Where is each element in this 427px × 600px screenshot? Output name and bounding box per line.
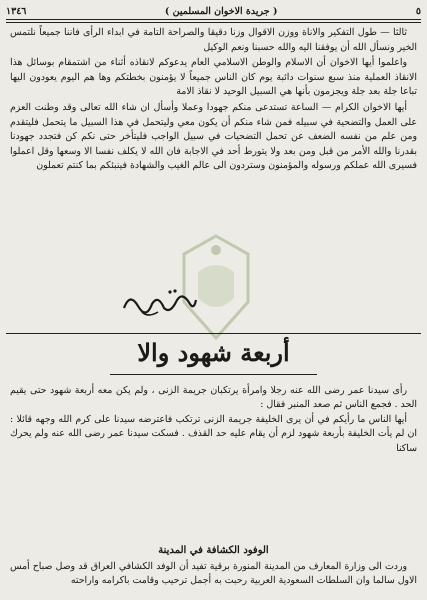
article-paragraph: ثالثا — طول التفكير والاناة ووزن الاقوال وزنا دقيقا والصراحة التامة في ابداء الرأى فاننا جميعاً نلتمس الخير ونسأل الله أن يوفقنا اليه والله حسبنا ونعم الوكيل [10, 27, 417, 53]
article-body [10, 384, 417, 456]
header-rule [6, 19, 421, 20]
section-divider [6, 333, 421, 334]
article-paragraph: رأى سيدنا عمر رضى الله عنه رجلا وامرأة يرتكبان جريمة الزنى ، ولم يكن معه أربعة شهود حتى يقيم الحد . فجمع الناس ثم صعد المنبر فقال : [10, 385, 417, 411]
article-title: أربعة شهود والا [110, 338, 317, 375]
header-page-number: ٥ [415, 5, 421, 17]
article-body [10, 26, 417, 175]
header-rule-thin [6, 22, 421, 23]
page-header [6, 4, 421, 18]
article-paragraph: أيها الاخوان الكرام — الساعة تستدعى منكم جهودا وعملا وأسأل ان شاء الله تعالى وقد وطنت العزم على العمل والتضحية في سبيله فمن شاء منكم أن يكون معي وليتحمل في هذا السبيل ما يتحمل فليتقدم ومن علم من نفسه الضعف عن تحمل التضحيات في سبيل الواجب فليتأخر حتى نكم كن فتجدد جهودنا بقدرنا والله الأمر من قبل ومن بعد ولا يتورط أحد في الاجابة فان الله لا يكلف نفسا الا وسعها وقل اعملوا فسيرى الله عملكم ورسوله والمؤمنون وستردون الى عالم الغيب والشهادة فينبئكم بما كنتم تعملون [10, 101, 417, 172]
handwritten-signature-icon [118, 282, 200, 322]
article-body [10, 560, 417, 588]
article-paragraph: وردت الى وزارة المعارف من المدينة المنورة برقية تفيد أن الوفد الكشافي العراق قد وصل صباح أمس الاول سالما وان السلطات السعودية العربية رحبت به أجمل ترحيب وقامت باكرامه واراحته [10, 561, 417, 586]
header-title: ( جريدة الاخوان المسلمين ) [164, 5, 278, 17]
header-year: ١٣٤٦ [6, 5, 27, 17]
article-paragraph: واعلموا أيها الاخوان أن الاسلام والوطن الاسلامي العام يدعوكم لانقاذه أثناء من اشتمقام بوسائل هذا الانقاذ العملية منذ سبع سنوات دائبة يوم كان الناس جميعاً لا يؤمنون بخطتكم وها هم اليوم يعودون اليها تباعا جلة بعد جلة ويجزمون بأنها هي السبيل الوحيد لا نقاذ الامة [10, 57, 417, 98]
author-signature [118, 282, 200, 322]
article-title: الوفود الكشافة في المدينة [158, 545, 269, 556]
article-paragraph: أيها الناس ما رأيكم في أن يرى الخليفة جريمة الزنى ترتكب فاعترضه سيدنا على كرم الله وجهه قائلا : ان لم يأت الخليفة بأربعة شهود لزم أن يقام عليه حد القذف . فسكت سيدنا عمر رضى الله عنه ولم يحرك ساكنا [10, 413, 417, 454]
